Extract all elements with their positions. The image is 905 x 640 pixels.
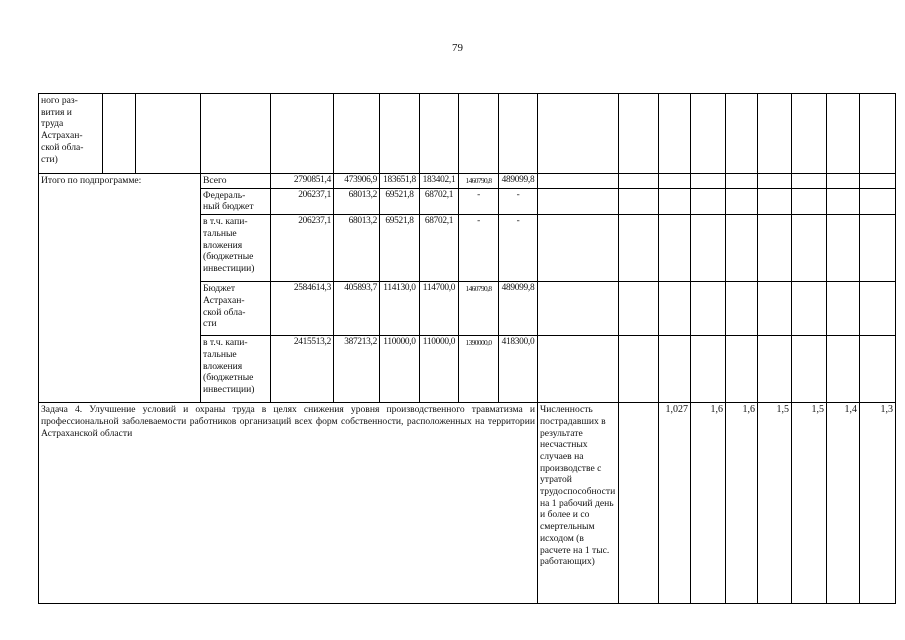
empty-cell: [103, 94, 136, 174]
empty-cell: [659, 282, 691, 336]
empty-cell: [619, 188, 659, 214]
responsible-executor-cell: ного раз- вития и труда Астрахан- ской обла- сти): [39, 94, 103, 174]
indicator-value: 1,6: [691, 403, 726, 604]
value-year: 114700,0: [420, 282, 459, 336]
value-year: 1390000,0: [459, 336, 499, 403]
indicator-value: 1,4: [827, 403, 860, 604]
empty-cell: [726, 282, 758, 336]
value-year: 473906,9: [334, 174, 380, 189]
empty-cell: [538, 336, 619, 403]
funding-source: Федераль- ный бюджет: [201, 188, 271, 214]
empty-cell: [860, 188, 896, 214]
empty-cell: [499, 94, 538, 174]
funding-source: в т.ч. капи- тальные вложения (бюджетные инвестиции): [201, 215, 271, 282]
value-year: 1460790,8: [459, 282, 499, 336]
empty-cell: [691, 174, 726, 189]
program-table: [38, 93, 896, 604]
empty-cell: [619, 403, 659, 604]
empty-cell: [758, 215, 792, 282]
empty-cell: [726, 174, 758, 189]
empty-cell: [691, 215, 726, 282]
empty-cell: [758, 188, 792, 214]
empty-cell: [792, 94, 827, 174]
empty-cell: [691, 336, 726, 403]
empty-cell: [860, 215, 896, 282]
empty-cell: [758, 282, 792, 336]
empty-cell: [827, 215, 860, 282]
value-year: 110000,0: [380, 336, 420, 403]
empty-cell: [860, 282, 896, 336]
value-year: 183651,8: [380, 174, 420, 189]
empty-cell: [860, 336, 896, 403]
value-year: 489099,8: [499, 282, 538, 336]
funding-source: Бюджет Астрахан- ской обла- сти: [201, 282, 271, 336]
value-total: 2415513,2: [271, 336, 334, 403]
indicator-value: 1,6: [726, 403, 758, 604]
page-number: 79: [452, 42, 463, 54]
value-year: 68702,1: [420, 215, 459, 282]
value-year: 69521,8: [380, 215, 420, 282]
empty-cell: [827, 188, 860, 214]
funding-source: в т.ч. капи- тальные вложения (бюджетные инвестиции): [201, 336, 271, 403]
empty-cell: [726, 336, 758, 403]
empty-cell: [619, 282, 659, 336]
value-year: -: [459, 215, 499, 282]
value-year: 418300,0: [499, 336, 538, 403]
value-year: 68702,1: [420, 188, 459, 214]
value-year: 405893,7: [334, 282, 380, 336]
value-year: -: [499, 215, 538, 282]
empty-cell: [827, 282, 860, 336]
empty-cell: [827, 174, 860, 189]
empty-cell: [659, 174, 691, 189]
empty-cell: [271, 94, 334, 174]
value-year: 1460790,8: [459, 174, 499, 189]
task-4-description: Задача 4. Улучшение условий и охраны труда в целях снижения уровня производственного травматизма и профессиональной заболеваемости работников организаций всех форм собственности, расположенных на территории Астраханской области: [39, 403, 538, 604]
value-total: 2584614,3: [271, 282, 334, 336]
indicator-value: 1,3: [860, 403, 896, 604]
table-row: [39, 403, 896, 604]
indicator-value: 1,5: [758, 403, 792, 604]
empty-cell: [420, 94, 459, 174]
empty-cell: [758, 94, 792, 174]
empty-cell: [792, 336, 827, 403]
empty-cell: [619, 215, 659, 282]
empty-cell: [619, 94, 659, 174]
empty-cell: [538, 94, 619, 174]
empty-cell: [691, 94, 726, 174]
value-year: 114130,0: [380, 282, 420, 336]
subtotal-label: Итого по подпрограмме:: [39, 174, 201, 403]
empty-cell: [659, 336, 691, 403]
empty-cell: [659, 215, 691, 282]
value-year: 69521,8: [380, 188, 420, 214]
indicator-value: 1,5: [792, 403, 827, 604]
empty-cell: [726, 94, 758, 174]
empty-cell: [201, 94, 271, 174]
empty-cell: [726, 188, 758, 214]
empty-cell: [380, 94, 420, 174]
empty-cell: [860, 174, 896, 189]
empty-cell: [792, 215, 827, 282]
empty-cell: [758, 174, 792, 189]
empty-cell: [619, 174, 659, 189]
value-year: 68013,2: [334, 215, 380, 282]
empty-cell: [691, 188, 726, 214]
empty-cell: [792, 282, 827, 336]
value-total: 206237,1: [271, 188, 334, 214]
value-year: 387213,2: [334, 336, 380, 403]
empty-cell: [459, 94, 499, 174]
value-year: 183402,1: [420, 174, 459, 189]
empty-cell: [538, 282, 619, 336]
empty-cell: [659, 188, 691, 214]
empty-cell: [691, 282, 726, 336]
value-total: 2790851,4: [271, 174, 334, 189]
empty-cell: [792, 174, 827, 189]
funding-source: Всего: [201, 174, 271, 189]
empty-cell: [538, 215, 619, 282]
empty-cell: [758, 336, 792, 403]
empty-cell: [334, 94, 380, 174]
value-year: 489099,8: [499, 174, 538, 189]
indicator-value: 1,027: [659, 403, 691, 604]
empty-cell: [860, 94, 896, 174]
value-year: 68013,2: [334, 188, 380, 214]
value-year: -: [459, 188, 499, 214]
value-year: -: [499, 188, 538, 214]
value-year: 110000,0: [420, 336, 459, 403]
empty-cell: [619, 336, 659, 403]
empty-cell: [659, 94, 691, 174]
value-total: 206237,1: [271, 215, 334, 282]
empty-cell: [136, 94, 201, 174]
empty-cell: [827, 336, 860, 403]
empty-cell: [792, 188, 827, 214]
empty-cell: [538, 174, 619, 189]
task-4-indicator: Численность пострадавших в результате несчастных случаев на производстве с утратой трудоспособности на 1 рабочий день и более и со смертельным исходом (в расчете на 1 тыс. работающих): [538, 403, 619, 604]
table-row: [39, 94, 896, 174]
empty-cell: [538, 188, 619, 214]
empty-cell: [726, 215, 758, 282]
empty-cell: [827, 94, 860, 174]
table-row: [39, 174, 896, 189]
